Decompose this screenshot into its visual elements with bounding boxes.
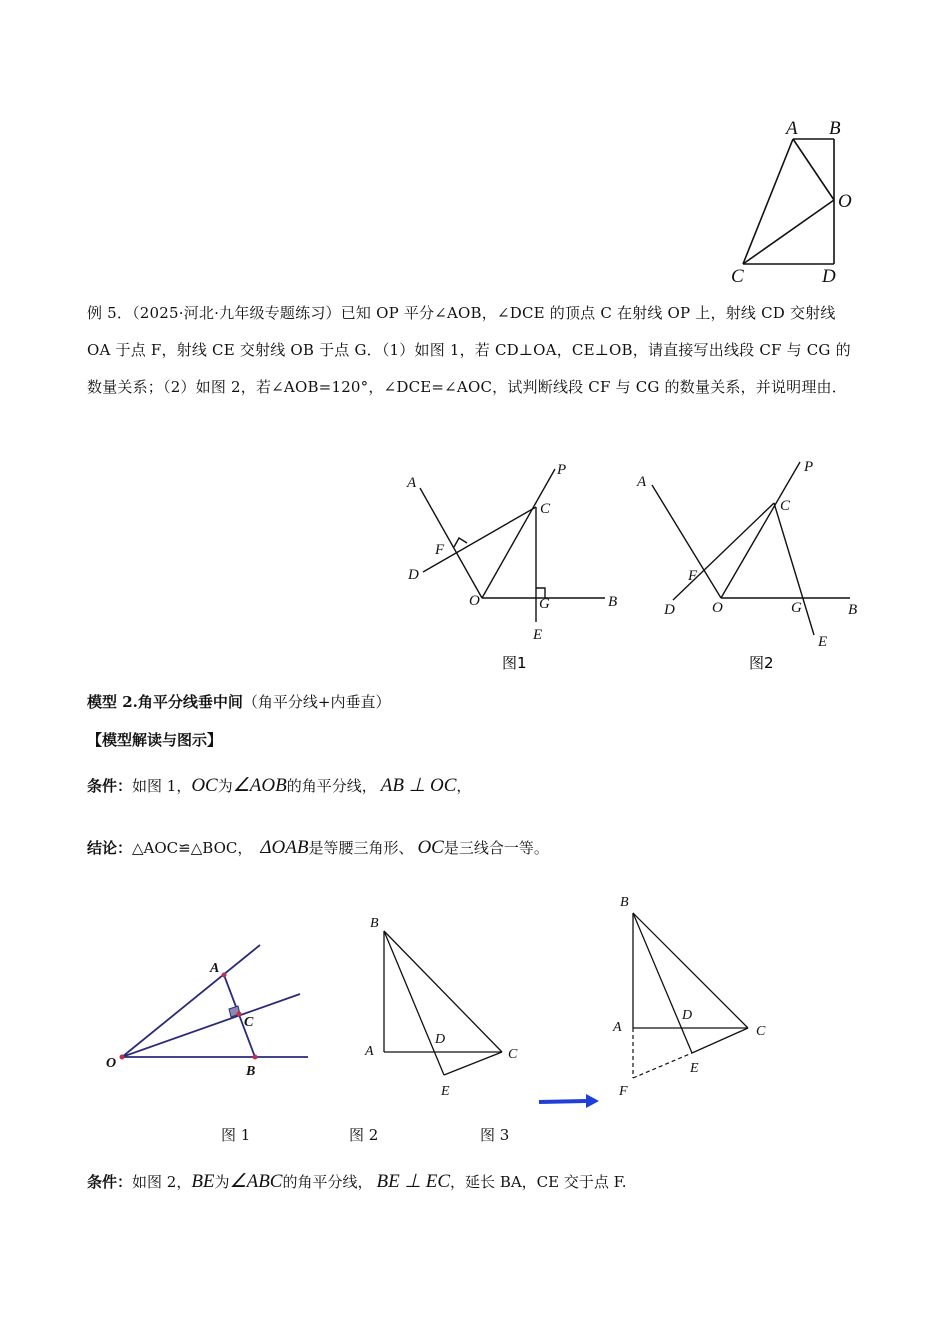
model-reading-heading: 【模型解读与图示】 xyxy=(87,731,223,749)
label-b: B xyxy=(246,1064,256,1079)
conclusion1-label: 结论： xyxy=(87,839,133,857)
condition1-math-oc: OC xyxy=(191,775,218,796)
label-d: D xyxy=(408,567,419,583)
label-e: E xyxy=(441,1084,450,1099)
example5-figure2 xyxy=(630,455,870,680)
conclusion1-text2: 是等腰三角形、 xyxy=(308,839,414,857)
label-c: C xyxy=(244,1015,254,1030)
condition2-text1: 如图 2， xyxy=(132,1173,192,1191)
condition2-text2: 为 xyxy=(214,1173,230,1191)
label-e: E xyxy=(533,627,543,643)
label-c: C xyxy=(508,1047,518,1062)
condition1-math-angle: ∠AOB xyxy=(232,775,287,796)
label-o: O xyxy=(838,191,852,212)
bottom-figure2 xyxy=(355,905,530,1100)
model2-heading xyxy=(87,689,390,715)
label-a: A xyxy=(365,1044,374,1059)
arrow-icon xyxy=(536,1090,602,1112)
conclusion1-text3: 是三线合一等。 xyxy=(443,839,549,857)
label-p: P xyxy=(557,462,567,478)
bottom-figure3 xyxy=(610,885,785,1100)
bottom-caption-1: 图 1 xyxy=(221,1126,251,1144)
label-d: D xyxy=(664,602,675,618)
condition1-line xyxy=(87,771,471,801)
example5-text: 例 5．（2025·河北·九年级专题练习）已知 OP 平分∠AOB，∠DCE 的顶点 C 在射线 OP 上，射线 CD 交射线 OA 于点 F，射线 CE 交射线 OB 于点 G．（1）如图 1，若 CD⊥OA，CE⊥OB，请直接写出线段 CF 与 CG 的数量关系；（2）如图 2，若∠AOB=120°，∠DCE=∠AOC，试判断线段 CF 与 CG 的数量关系，并说明理由． xyxy=(87,304,851,396)
figure1-caption: 图1 xyxy=(502,654,527,672)
label-a: A xyxy=(613,1020,622,1035)
label-c: C xyxy=(731,266,744,287)
example5-paragraph xyxy=(87,295,859,406)
condition2-line xyxy=(87,1167,626,1197)
condition1-text4: ， xyxy=(456,777,472,795)
bottom-figure1 xyxy=(100,935,315,1080)
right-angle-f xyxy=(454,538,467,547)
segment-be xyxy=(384,931,444,1075)
segment-be xyxy=(633,913,692,1053)
conclusion1-text1: △AOC≌△BOC， xyxy=(132,839,253,857)
condition1-label: 条件： xyxy=(87,777,133,795)
label-e: E xyxy=(690,1061,699,1076)
label-f: F xyxy=(619,1084,628,1099)
segment-fe-dashed xyxy=(633,1053,692,1078)
label-o: O xyxy=(106,1056,117,1071)
condition2-text4: ，延长 BA，CE 交于点 F. xyxy=(450,1173,627,1191)
point-o xyxy=(120,1055,125,1060)
figure2-caption: 图2 xyxy=(749,654,774,672)
label-e: E xyxy=(818,634,828,650)
segment-ac xyxy=(743,139,793,264)
segment-ec xyxy=(444,1052,502,1075)
conclusion1-math-oc: OC xyxy=(417,837,444,858)
label-f: F xyxy=(688,568,698,584)
ray-cd xyxy=(423,507,536,572)
label-a: A xyxy=(407,475,417,491)
ray-oa xyxy=(122,945,260,1057)
condition2-math-angle: ∠ABC xyxy=(229,1171,283,1192)
condition1-text1: 如图 1， xyxy=(132,777,192,795)
label-g: G xyxy=(539,596,550,612)
model2-title: 模型 2.角平分线垂中间 xyxy=(87,693,243,711)
label-d: D xyxy=(682,1008,693,1023)
label-c: C xyxy=(540,501,551,517)
point-b xyxy=(253,1055,258,1060)
condition1-text3: 的角平分线， xyxy=(286,777,377,795)
top-figure xyxy=(720,110,870,290)
ray-op xyxy=(721,462,800,598)
label-d: D xyxy=(822,266,836,287)
label-b: B xyxy=(370,916,379,931)
label-o: O xyxy=(469,593,480,609)
ray-oa xyxy=(652,485,721,598)
segment-ec xyxy=(692,1028,748,1053)
label-a: A xyxy=(786,118,798,139)
bottom-caption-2: 图 2 xyxy=(349,1126,379,1144)
label-c: C xyxy=(780,498,791,514)
label-a: A xyxy=(637,474,647,490)
conclusion1-line xyxy=(87,833,549,863)
point-c xyxy=(237,1012,242,1017)
condition2-text3: 的角平分线， xyxy=(282,1173,373,1191)
conclusion1-math-oab: ΔOAB xyxy=(260,837,309,858)
label-b: B xyxy=(848,602,858,618)
label-c: C xyxy=(756,1024,766,1039)
ray-op xyxy=(482,469,555,598)
label-b: B xyxy=(829,118,841,139)
condition2-math-perp: BE ⊥ EC xyxy=(376,1171,451,1192)
label-p: P xyxy=(804,459,814,475)
segment-ao xyxy=(793,139,834,200)
label-g: G xyxy=(791,600,802,616)
ray-cd xyxy=(673,503,774,600)
bottom-caption-3: 图 3 xyxy=(480,1126,510,1144)
condition1-text2: 为 xyxy=(217,777,233,795)
example5-figure1 xyxy=(395,455,630,680)
label-a: A xyxy=(210,961,220,976)
label-f: F xyxy=(435,542,445,558)
model2-subtitle: （角平分线+内垂直） xyxy=(242,693,391,711)
label-d: D xyxy=(435,1032,446,1047)
label-o: O xyxy=(712,600,723,616)
point-a xyxy=(222,973,227,978)
label-b: B xyxy=(620,895,629,910)
condition2-label: 条件： xyxy=(87,1173,133,1191)
condition1-math-perp: AB ⊥ OC xyxy=(380,775,457,796)
label-b: B xyxy=(608,594,618,610)
ray-oc xyxy=(122,994,300,1057)
condition2-math-be: BE xyxy=(191,1171,215,1192)
